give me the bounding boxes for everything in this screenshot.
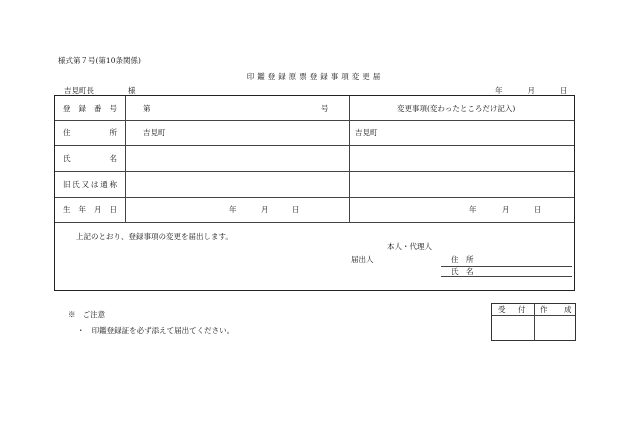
value-column-divider xyxy=(349,96,350,222)
date-year-label: 年 xyxy=(495,86,503,95)
form-number: 様式第７号(第10条関係) xyxy=(58,56,141,65)
notes-item xyxy=(77,327,234,335)
notes-item-text: 印鑑登録証を必ず添えて届出てください。 xyxy=(91,326,235,335)
current-birth-month-label: 月 xyxy=(261,205,269,214)
address-label: 住 所 xyxy=(63,128,117,137)
change-form-table xyxy=(54,95,575,291)
change-items-header: 変更事項(変わったところだけ記入) xyxy=(397,104,516,113)
honorific: 様 xyxy=(128,86,136,95)
addressee: 吉見町長 xyxy=(64,86,94,95)
row-divider xyxy=(55,120,574,121)
notes-heading xyxy=(68,311,105,319)
row-divider xyxy=(55,171,574,172)
bullet: ・ xyxy=(77,326,85,335)
submitter-label: 届出人 xyxy=(351,255,374,264)
new-former-surname-field[interactable] xyxy=(351,174,571,194)
current-address-field[interactable]: 吉見町 xyxy=(143,128,166,137)
reception-box xyxy=(491,303,576,341)
date-day-label: 日 xyxy=(560,86,568,95)
current-former-surname-field[interactable] xyxy=(127,174,347,194)
registration-number-label: 登 録 番 号 xyxy=(63,104,117,113)
row-divider xyxy=(55,222,574,223)
submission-date[interactable] xyxy=(495,87,568,95)
current-birth-day-label: 日 xyxy=(292,205,300,214)
former-surname-alias-label: 旧 氏 又 は 通 称 xyxy=(63,180,117,189)
reception-stamp-area[interactable] xyxy=(493,317,533,340)
statement-text: 上記のとおり、登録事項の変更を届出します。 xyxy=(76,232,233,241)
registration-number-prefix: 第 xyxy=(143,104,151,113)
notes-heading-text: ご注意 xyxy=(82,310,106,319)
name-label: 氏 名 xyxy=(63,154,117,163)
label-column-divider xyxy=(125,96,126,222)
submitter-name-line[interactable] xyxy=(441,276,572,277)
reception-char-1: 受 xyxy=(498,305,506,314)
current-name-field[interactable] xyxy=(127,148,347,168)
reception-divider xyxy=(534,304,535,340)
current-birth-year-label: 年 xyxy=(229,205,237,214)
row-divider xyxy=(55,197,574,198)
new-birth-day-label: 日 xyxy=(534,205,542,214)
reception-char-4: 成 xyxy=(564,305,572,314)
new-name-field[interactable] xyxy=(351,148,571,168)
submitter-type-label: 本人・代理人 xyxy=(387,242,432,251)
date-month-label: 月 xyxy=(527,86,535,95)
reception-char-3: 作 xyxy=(540,305,548,314)
new-birth-month-label: 月 xyxy=(502,205,510,214)
notes-mark: ※ xyxy=(68,310,76,319)
reception-char-2: 付 xyxy=(518,305,526,314)
registration-number-suffix: 号 xyxy=(321,104,329,113)
submitter-address-label: 住 所 xyxy=(451,255,474,264)
creation-stamp-area[interactable] xyxy=(536,317,575,340)
birth-date-label: 生 年 月 日 xyxy=(63,205,117,214)
registration-number-field[interactable] xyxy=(155,101,315,115)
row-divider xyxy=(55,145,574,146)
form-title: 印鑑登録原票登録事項変更届 xyxy=(246,72,384,81)
submitter-name-label: 氏 名 xyxy=(451,267,474,276)
new-birth-year-label: 年 xyxy=(469,205,477,214)
new-address-field[interactable]: 吉見町 xyxy=(355,128,378,137)
